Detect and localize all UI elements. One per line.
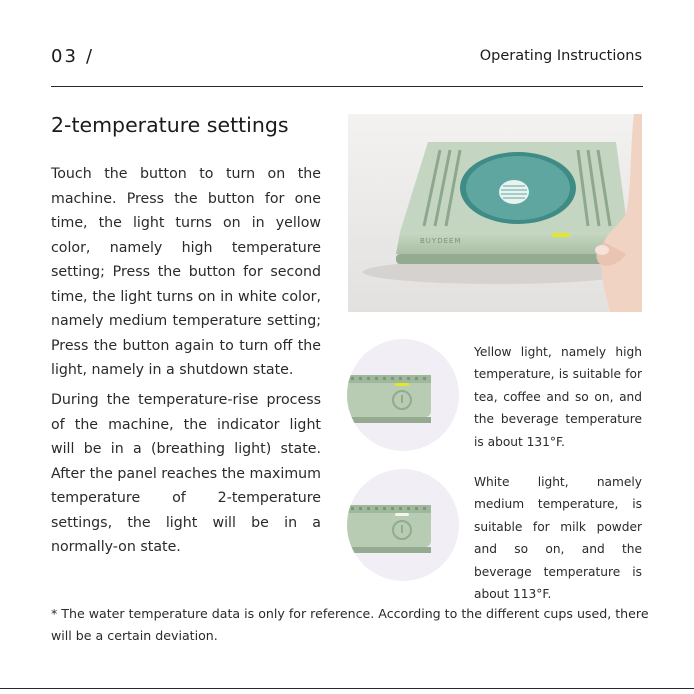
product-photo bbox=[348, 114, 642, 312]
yellow-light-caption: Yellow light, namely high temperature, is suitable for tea, coffee and so on, and the beverage temperature is about 131°F. bbox=[474, 345, 642, 449]
white-light-detail-photo bbox=[347, 469, 459, 581]
footer-divider bbox=[0, 688, 694, 689]
instruction-paragraph-2: During the temperature-rise process of the machine, the indicator light will be in a (breathing light) state. After the panel reaches the maximum temperature of 2-temperature settings, the light will be in a normally-on state. bbox=[51, 392, 321, 555]
header-divider bbox=[51, 86, 643, 87]
instruction-paragraph-1: Touch the button to turn on the machine. Press the button for one time, the light turns on in yellow color, namely high temperature setting; Press the button for second time, the light turns on in white color, namely medium temperature setting; Press the button again to turn off the light, namely in a shutdown state. bbox=[51, 166, 321, 378]
white-light-caption: White light, namely medium temperature, is suitable for milk powder and so on, and the beverage temperature is about 113°F. bbox=[474, 475, 642, 602]
page-separator: / bbox=[86, 46, 93, 67]
footnote: * The water temperature data is only for reference. According to the different cups used, there will be a certain deviation. bbox=[51, 606, 649, 643]
page-heading: 2-temperature settings bbox=[51, 113, 289, 137]
yellow-light-detail-photo bbox=[347, 339, 459, 451]
section-title: Operating Instructions bbox=[479, 48, 642, 64]
page-number: 03 bbox=[51, 46, 78, 67]
product-brand-label: BUYDEEM bbox=[420, 237, 462, 245]
